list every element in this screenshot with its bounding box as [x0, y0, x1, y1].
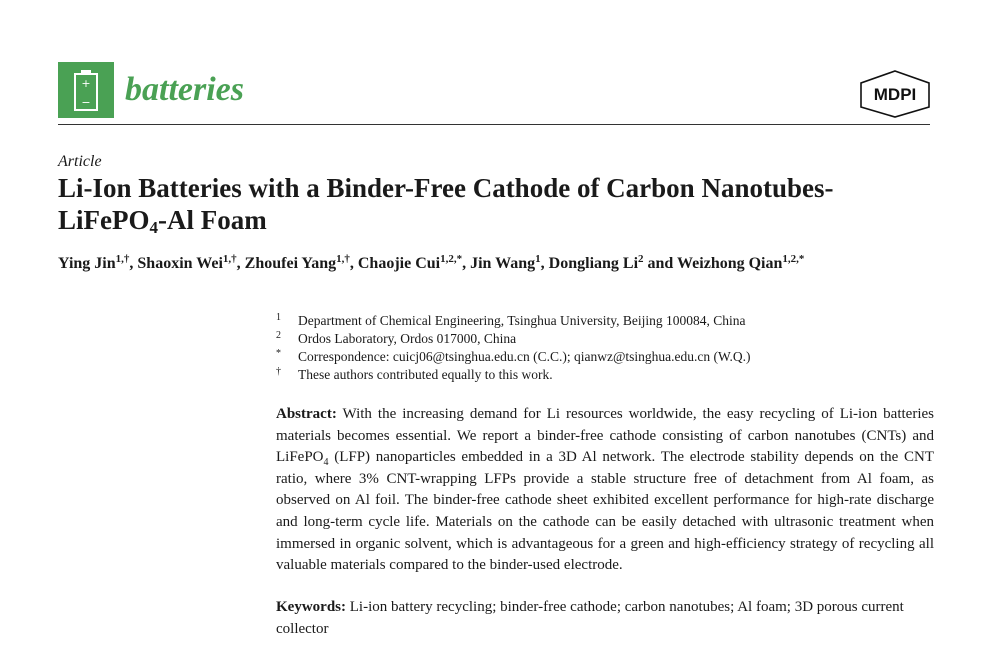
article-type: Article [58, 153, 102, 170]
title-text-part2: -Al Foam [157, 205, 267, 235]
author-affiliation-marks: 1,† [336, 253, 350, 265]
affiliation-mark: † [276, 366, 281, 377]
article-title [58, 172, 918, 236]
author-affiliation-marks: 1,† [115, 253, 130, 265]
author-separator: , [462, 255, 471, 272]
title-text-part1: Li-Ion Batteries with a Binder-Free Cathode of Carbon Nanotubes-LiFePO [58, 173, 834, 235]
author-list [58, 254, 948, 274]
title-subscript: 4 [149, 218, 158, 237]
abstract-label: Abstract: [276, 406, 337, 422]
author-name[interactable]: Dongliang Li [548, 255, 639, 272]
affiliation-text: Department of Chemical Engineering, Tsinghua University, Beijing 100084, China [298, 313, 746, 328]
publisher-name: MDPI [873, 85, 917, 104]
keywords-text: Li-ion battery recycling; binder-free cathode; carbon nanotubes; Al foam; 3D porous current collector [276, 599, 904, 637]
author-affiliation-marks: 1,2,* [782, 253, 805, 265]
author-name[interactable]: Chaojie Cui [357, 255, 441, 272]
journal-name[interactable]: batteries [125, 71, 244, 108]
keywords-label: Keywords: [276, 599, 346, 615]
author-name[interactable]: Jin Wang [470, 255, 536, 272]
author-separator: , [236, 255, 245, 272]
battery-plus-sign: + [81, 77, 91, 90]
author-name[interactable]: Ying Jin [58, 255, 116, 272]
affiliation-text: Ordos Laboratory, Ordos 017000, China [298, 331, 517, 346]
abstract-subscript: 4 [323, 457, 329, 469]
author-separator: , [540, 255, 549, 272]
affiliation-mark: 1 [276, 312, 281, 323]
author-affiliation-marks: 2 [638, 253, 644, 265]
author-affiliation-marks: 1,† [222, 253, 237, 265]
abstract-text-part2: (LFP) nanoparticles embedded in a 3D Al network. The electrode stability depends on the CNT ratio, where 3% CNT-wrapping LFPs provide a stable structure free of detachment from Al foam, as observed on Al foil. The binder-free cathode sheet exhibited excellent performance for high-rate discharge and long-term cycle life. Materials on the cathode can be easily detached with ultrasonic treatment when immersed in organic solvent, which is advantageous for a green and high-efficiency strategy of recycling all valuable materials compared to the binder-used electrode. [276, 449, 934, 574]
abstract-text-part1: With the increasing demand for Li resources worldwide, the easy recycling of Li-ion batteries materials becomes essential. We report a binder-free cathode consisting of carbon nanotubes (CNTs) and LiFePO [276, 406, 934, 466]
author-affiliation-marks: 1 [535, 253, 541, 265]
battery-minus-sign: − [81, 96, 91, 109]
correspondence-text[interactable]: Correspondence: cuicj06@tsinghua.edu.cn (C.C.); qianwz@tsinghua.edu.cn (W.Q.) [298, 349, 751, 364]
abstract [276, 404, 934, 577]
header-divider [58, 124, 930, 125]
battery-icon [58, 62, 114, 118]
affiliation-mark: 2 [276, 330, 281, 341]
author-separator: and [643, 255, 678, 272]
author-affiliation-marks: 1,2,* [440, 253, 463, 265]
author-name[interactable]: Weizhong Qian [677, 255, 783, 272]
keywords [276, 597, 934, 640]
author-separator: , [349, 255, 358, 272]
author-name[interactable]: Shaoxin Wei [137, 255, 223, 272]
affiliation-text: These authors contributed equally to this work. [298, 367, 553, 382]
mdpi-logo[interactable] [858, 70, 932, 118]
journal-logo [58, 62, 114, 118]
author-name[interactable]: Zhoufei Yang [244, 255, 337, 272]
affiliation-mark: * [276, 348, 281, 359]
author-separator: , [129, 255, 138, 272]
